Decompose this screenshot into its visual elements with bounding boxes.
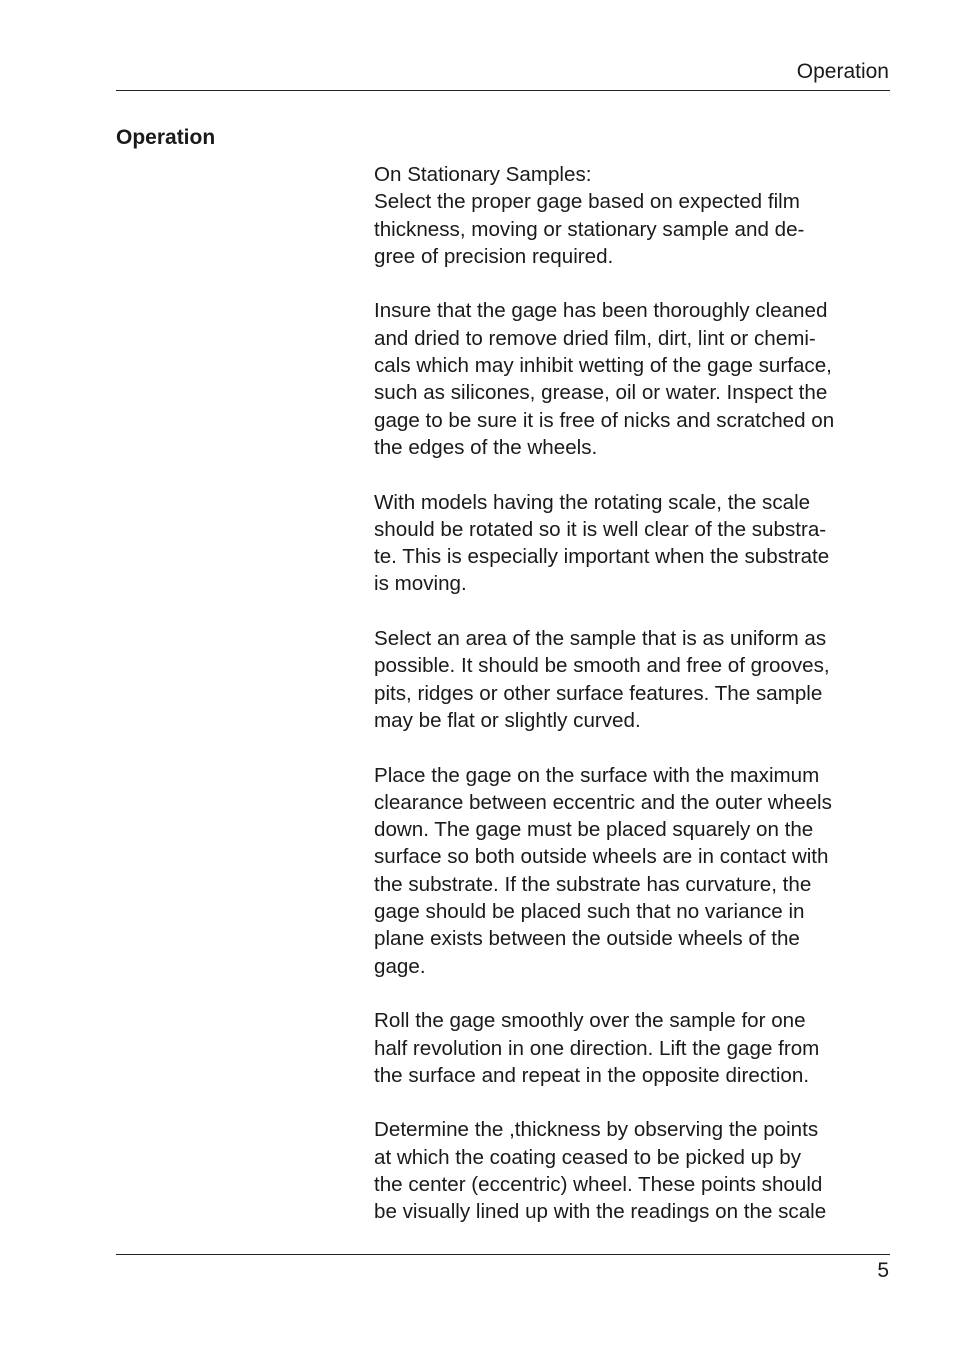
running-header: Operation <box>796 60 889 83</box>
body-text <box>374 161 894 1226</box>
paragraph-roll-gage: Roll the gage smoothly over the sample for one half revolution in one direction. Lift the gage from the surface and repeat in the opposite direction. <box>374 1009 820 1087</box>
paragraph-rotating-scale: With models having the rotating scale, the scale should be rotated so it is well clear of the substra- te. This is especially important when the substrate is moving. <box>374 490 830 596</box>
paragraph-determine-thickness: Determine the ,thickness by observing the points at which the coating ceased to be picked up by the center (eccentric) wheel. These points should be visually lined up with the readings on the scale <box>374 1118 827 1224</box>
paragraph-stationary-samples: On Stationary Samples: Select the proper gage based on expected film thickness, moving or stationary sample and de- gree of precision required. <box>374 163 805 268</box>
paragraph-select-area: Select an area of the sample that is as uniform as possible. It should be smooth and free of grooves, pits, ridges or other surface features. The sample may be flat or slightly curved. <box>374 627 830 732</box>
paragraph-cleaning: Insure that the gage has been thoroughly cleaned and dried to remove dried film, dirt, lint or chemi- cals which may inhibit wetting of the gage surface, such as silicones, grease, oil or water. Inspect the gage to be sure it is free of nicks and scratched on the edges of the wheels. <box>374 299 835 459</box>
header-divider <box>116 90 890 91</box>
footer-divider <box>116 1254 890 1255</box>
paragraph-place-gage: Place the gage on the surface with the maximum clearance between eccentric and the outer wheels down. The gage must be placed squarely on the surface so both outside wheels are in contact with the substrate. If the substrate has curvature, the gage should be placed such that no variance in plane exists between the outside wheels of the gage. <box>374 763 832 978</box>
page-number: 5 <box>877 1259 889 1282</box>
section-title: Operation <box>116 126 216 149</box>
